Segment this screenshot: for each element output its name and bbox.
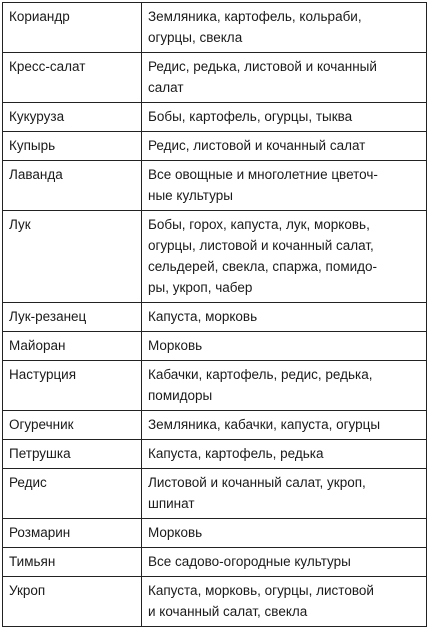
- companions-line: салат: [148, 80, 184, 95]
- companions-line: Листовой и кочанный салат, укроп,: [148, 475, 366, 490]
- companions-cell: [142, 161, 427, 211]
- companions-line: помидоры: [148, 388, 213, 403]
- companions-line: Капуста, картофель, редька: [148, 446, 324, 461]
- plant-name-cell: Тимьян: [3, 548, 142, 577]
- plant-name-cell: Лук-резанец: [3, 303, 142, 332]
- companions-cell: [142, 440, 427, 469]
- table-row: [3, 469, 427, 519]
- plant-name-cell: Кукуруза: [3, 103, 142, 132]
- companions-line: Морковь: [148, 525, 203, 540]
- companions-line: Редис, листовой и кочанный салат: [148, 138, 366, 153]
- table-body: [3, 3, 427, 627]
- companions-line: Бобы, горох, капуста, лук, морковь,: [148, 217, 370, 232]
- table-row: [3, 211, 427, 303]
- companions-line: огурцы, свекла: [148, 30, 243, 45]
- companions-line: Кабачки, картофель, редис, редька,: [148, 367, 373, 382]
- table-row: [3, 440, 427, 469]
- table-row: [3, 53, 427, 103]
- companions-cell: [142, 53, 427, 103]
- plant-name-cell: Огуречник: [3, 411, 142, 440]
- table-row: [3, 332, 427, 361]
- plant-name-cell: Кориандр: [3, 3, 142, 53]
- companions-cell: [142, 469, 427, 519]
- companions-cell: [142, 361, 427, 411]
- companions-line: Земляника, кабачки, капуста, огурцы: [148, 417, 381, 432]
- companions-line: ры, укроп, чабер: [148, 280, 253, 295]
- plant-name-cell: Петрушка: [3, 440, 142, 469]
- table-row: [3, 103, 427, 132]
- plant-name-cell: Укроп: [3, 577, 142, 627]
- companions-line: Все садово-огородные культуры: [148, 554, 351, 569]
- plant-name-cell: Розмарин: [3, 519, 142, 548]
- companions-line: ные культуры: [148, 188, 233, 203]
- companions-line: Бобы, картофель, огурцы, тыква: [148, 109, 353, 124]
- companions-cell: [142, 3, 427, 53]
- companions-cell: [142, 103, 427, 132]
- companions-line: Земляника, картофель, кольраби,: [148, 9, 362, 24]
- table-row: [3, 303, 427, 332]
- plant-name-cell: Купырь: [3, 132, 142, 161]
- companions-line: огурцы, листовой и кочанный салат,: [148, 238, 374, 253]
- table-row: [3, 161, 427, 211]
- companions-cell: [142, 303, 427, 332]
- companions-line: Редис, редька, листовой и кочанный: [148, 59, 377, 74]
- companions-cell: [142, 332, 427, 361]
- companions-cell: [142, 519, 427, 548]
- plant-name-cell: Редис: [3, 469, 142, 519]
- companions-line: Капуста, морковь: [148, 309, 258, 324]
- companions-cell: [142, 132, 427, 161]
- companions-cell: [142, 577, 427, 627]
- table-row: [3, 411, 427, 440]
- plant-name-cell: Лаванда: [3, 161, 142, 211]
- plant-name-cell: Настурция: [3, 361, 142, 411]
- companions-cell: [142, 211, 427, 303]
- plant-name-cell: Кресс-салат: [3, 53, 142, 103]
- companions-line: сельдерей, свекла, спаржа, помидо-: [148, 259, 378, 274]
- plant-name-cell: Майоран: [3, 332, 142, 361]
- table-row: [3, 548, 427, 577]
- companions-cell: [142, 548, 427, 577]
- table-row: [3, 577, 427, 627]
- companions-line: шпинат: [148, 496, 195, 511]
- companions-cell: [142, 411, 427, 440]
- companions-line: и кочанный салат, свекла: [148, 604, 308, 619]
- companions-line: Все овощные и многолетние цветоч-: [148, 167, 378, 182]
- table-row: [3, 519, 427, 548]
- companions-line: Морковь: [148, 338, 203, 353]
- companions-line: Капуста, морковь, огурцы, листовой: [148, 583, 374, 598]
- table-row: [3, 132, 427, 161]
- table-row: [3, 361, 427, 411]
- table-row: [3, 3, 427, 53]
- plant-name-cell: Лук: [3, 211, 142, 303]
- companion-planting-table: [2, 2, 427, 627]
